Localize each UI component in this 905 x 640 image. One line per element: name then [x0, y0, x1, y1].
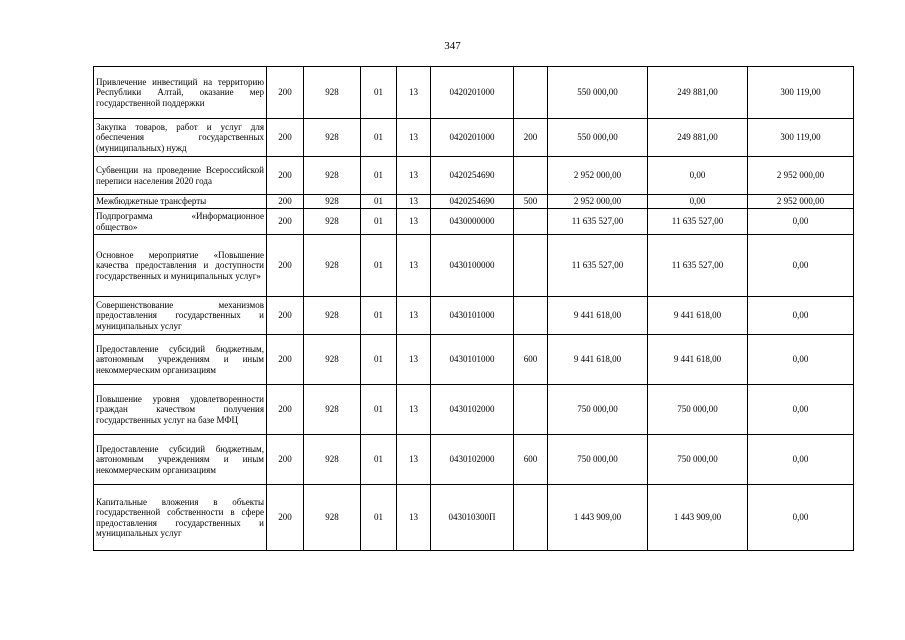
code-2-cell: 928: [304, 157, 361, 195]
amount-1-cell: 0,00: [648, 157, 748, 195]
expense-type-cell: [514, 67, 548, 119]
row-name-cell: Закупка товаров, работ и услуг для обеспечения государственных (муниципальных) нужд: [94, 119, 267, 157]
row-name-cell: Капитальные вложения в объекты государственной собственности в сфере предоставления государственных и муниципальных услуг: [94, 485, 267, 551]
row-name-cell: Совершенствование механизмов предоставления государственных и муниципальных услуг: [94, 297, 267, 335]
amount-total-cell: 750 000,00: [548, 385, 648, 435]
amount-1-cell: 750 000,00: [648, 435, 748, 485]
code-1-cell: 200: [267, 435, 304, 485]
amount-2-cell: 2 952 000,00: [748, 195, 854, 209]
table-row: [94, 67, 854, 119]
subsection-code-cell: 13: [397, 335, 431, 385]
table-row: [94, 235, 854, 297]
target-article-cell: 0420201000: [431, 67, 514, 119]
amount-2-cell: 0,00: [748, 235, 854, 297]
table-row: [94, 485, 854, 551]
amount-1-cell: 9 441 618,00: [648, 297, 748, 335]
code-1-cell: 200: [267, 235, 304, 297]
target-article-cell: 0430101000: [431, 297, 514, 335]
amount-2-cell: 300 119,00: [748, 119, 854, 157]
table-row: [94, 335, 854, 385]
code-2-cell: 928: [304, 297, 361, 335]
row-name-cell: Межбюджетные трансферты: [94, 195, 267, 209]
section-code-cell: 01: [361, 297, 397, 335]
target-article-cell: 0420254690: [431, 195, 514, 209]
subsection-code-cell: 13: [397, 209, 431, 235]
code-2-cell: 928: [304, 195, 361, 209]
amount-total-cell: 9 441 618,00: [548, 335, 648, 385]
amount-1-cell: 750 000,00: [648, 385, 748, 435]
amount-total-cell: 11 635 527,00: [548, 235, 648, 297]
code-2-cell: 928: [304, 209, 361, 235]
target-article-cell: 0430102000: [431, 385, 514, 435]
section-code-cell: 01: [361, 195, 397, 209]
code-1-cell: 200: [267, 67, 304, 119]
amount-total-cell: 550 000,00: [548, 67, 648, 119]
amount-1-cell: 9 441 618,00: [648, 335, 748, 385]
subsection-code-cell: 13: [397, 485, 431, 551]
table-row: [94, 297, 854, 335]
budget-table: [93, 66, 854, 551]
amount-2-cell: 0,00: [748, 485, 854, 551]
amount-2-cell: 0,00: [748, 209, 854, 235]
amount-1-cell: 0,00: [648, 195, 748, 209]
amount-2-cell: 0,00: [748, 335, 854, 385]
expense-type-cell: [514, 235, 548, 297]
table-row: [94, 435, 854, 485]
row-name-cell: Предоставление субсидий бюджетным, автономным учреждениям и иным некоммерческим организациям: [94, 435, 267, 485]
target-article-cell: 0420201000: [431, 119, 514, 157]
section-code-cell: 01: [361, 485, 397, 551]
amount-2-cell: 0,00: [748, 435, 854, 485]
section-code-cell: 01: [361, 235, 397, 297]
target-article-cell: 0430102000: [431, 435, 514, 485]
row-name-cell: Привлечение инвестиций на территорию Республики Алтай, оказание мер государственной поддержки: [94, 67, 267, 119]
subsection-code-cell: 13: [397, 385, 431, 435]
target-article-cell: 0430101000: [431, 335, 514, 385]
amount-1-cell: 249 881,00: [648, 67, 748, 119]
table-body: [94, 67, 854, 551]
table-row: [94, 119, 854, 157]
code-2-cell: 928: [304, 485, 361, 551]
expense-type-cell: [514, 209, 548, 235]
code-1-cell: 200: [267, 335, 304, 385]
target-article-cell: 0430100000: [431, 235, 514, 297]
expense-type-cell: [514, 157, 548, 195]
row-name-cell: Подпрограмма «Информационное общество»: [94, 209, 267, 235]
subsection-code-cell: 13: [397, 297, 431, 335]
code-1-cell: 200: [267, 195, 304, 209]
section-code-cell: 01: [361, 67, 397, 119]
code-1-cell: 200: [267, 297, 304, 335]
code-2-cell: 928: [304, 385, 361, 435]
amount-1-cell: 11 635 527,00: [648, 235, 748, 297]
amount-1-cell: 1 443 909,00: [648, 485, 748, 551]
section-code-cell: 01: [361, 209, 397, 235]
code-1-cell: 200: [267, 209, 304, 235]
page-number: 347: [444, 40, 461, 52]
section-code-cell: 01: [361, 435, 397, 485]
amount-total-cell: 750 000,00: [548, 435, 648, 485]
amount-total-cell: 1 443 909,00: [548, 485, 648, 551]
expense-type-cell: 600: [514, 435, 548, 485]
code-2-cell: 928: [304, 235, 361, 297]
amount-2-cell: 0,00: [748, 297, 854, 335]
amount-2-cell: 0,00: [748, 385, 854, 435]
section-code-cell: 01: [361, 335, 397, 385]
expense-type-cell: 200: [514, 119, 548, 157]
target-article-cell: 0420254690: [431, 157, 514, 195]
target-article-cell: 043010300П: [431, 485, 514, 551]
subsection-code-cell: 13: [397, 157, 431, 195]
code-2-cell: 928: [304, 119, 361, 157]
code-2-cell: 928: [304, 435, 361, 485]
amount-total-cell: 2 952 000,00: [548, 157, 648, 195]
section-code-cell: 01: [361, 385, 397, 435]
expense-type-cell: [514, 485, 548, 551]
amount-total-cell: 11 635 527,00: [548, 209, 648, 235]
amount-total-cell: 550 000,00: [548, 119, 648, 157]
target-article-cell: 0430000000: [431, 209, 514, 235]
table-row: [94, 157, 854, 195]
amount-1-cell: 11 635 527,00: [648, 209, 748, 235]
table-row: [94, 209, 854, 235]
expense-type-cell: [514, 297, 548, 335]
subsection-code-cell: 13: [397, 235, 431, 297]
section-code-cell: 01: [361, 119, 397, 157]
row-name-cell: Повышение уровня удовлетворенности граждан качеством получения государственных услуг на базе МФЦ: [94, 385, 267, 435]
code-1-cell: 200: [267, 485, 304, 551]
code-1-cell: 200: [267, 119, 304, 157]
expense-type-cell: [514, 385, 548, 435]
row-name-cell: Предоставление субсидий бюджетным, автономным учреждениям и иным некоммерческим организациям: [94, 335, 267, 385]
subsection-code-cell: 13: [397, 67, 431, 119]
section-code-cell: 01: [361, 157, 397, 195]
amount-2-cell: 2 952 000,00: [748, 157, 854, 195]
table-row: [94, 385, 854, 435]
amount-1-cell: 249 881,00: [648, 119, 748, 157]
amount-total-cell: 9 441 618,00: [548, 297, 648, 335]
code-2-cell: 928: [304, 67, 361, 119]
subsection-code-cell: 13: [397, 195, 431, 209]
amount-2-cell: 300 119,00: [748, 67, 854, 119]
row-name-cell: Субвенции на проведение Всероссийской переписи населения 2020 года: [94, 157, 267, 195]
expense-type-cell: 500: [514, 195, 548, 209]
code-2-cell: 928: [304, 335, 361, 385]
code-1-cell: 200: [267, 157, 304, 195]
row-name-cell: Основное мероприятие «Повышение качества предоставления и доступности государственных и муниципальных услуг»: [94, 235, 267, 297]
code-1-cell: 200: [267, 385, 304, 435]
expense-type-cell: 600: [514, 335, 548, 385]
subsection-code-cell: 13: [397, 435, 431, 485]
amount-total-cell: 2 952 000,00: [548, 195, 648, 209]
subsection-code-cell: 13: [397, 119, 431, 157]
table-row: [94, 195, 854, 209]
